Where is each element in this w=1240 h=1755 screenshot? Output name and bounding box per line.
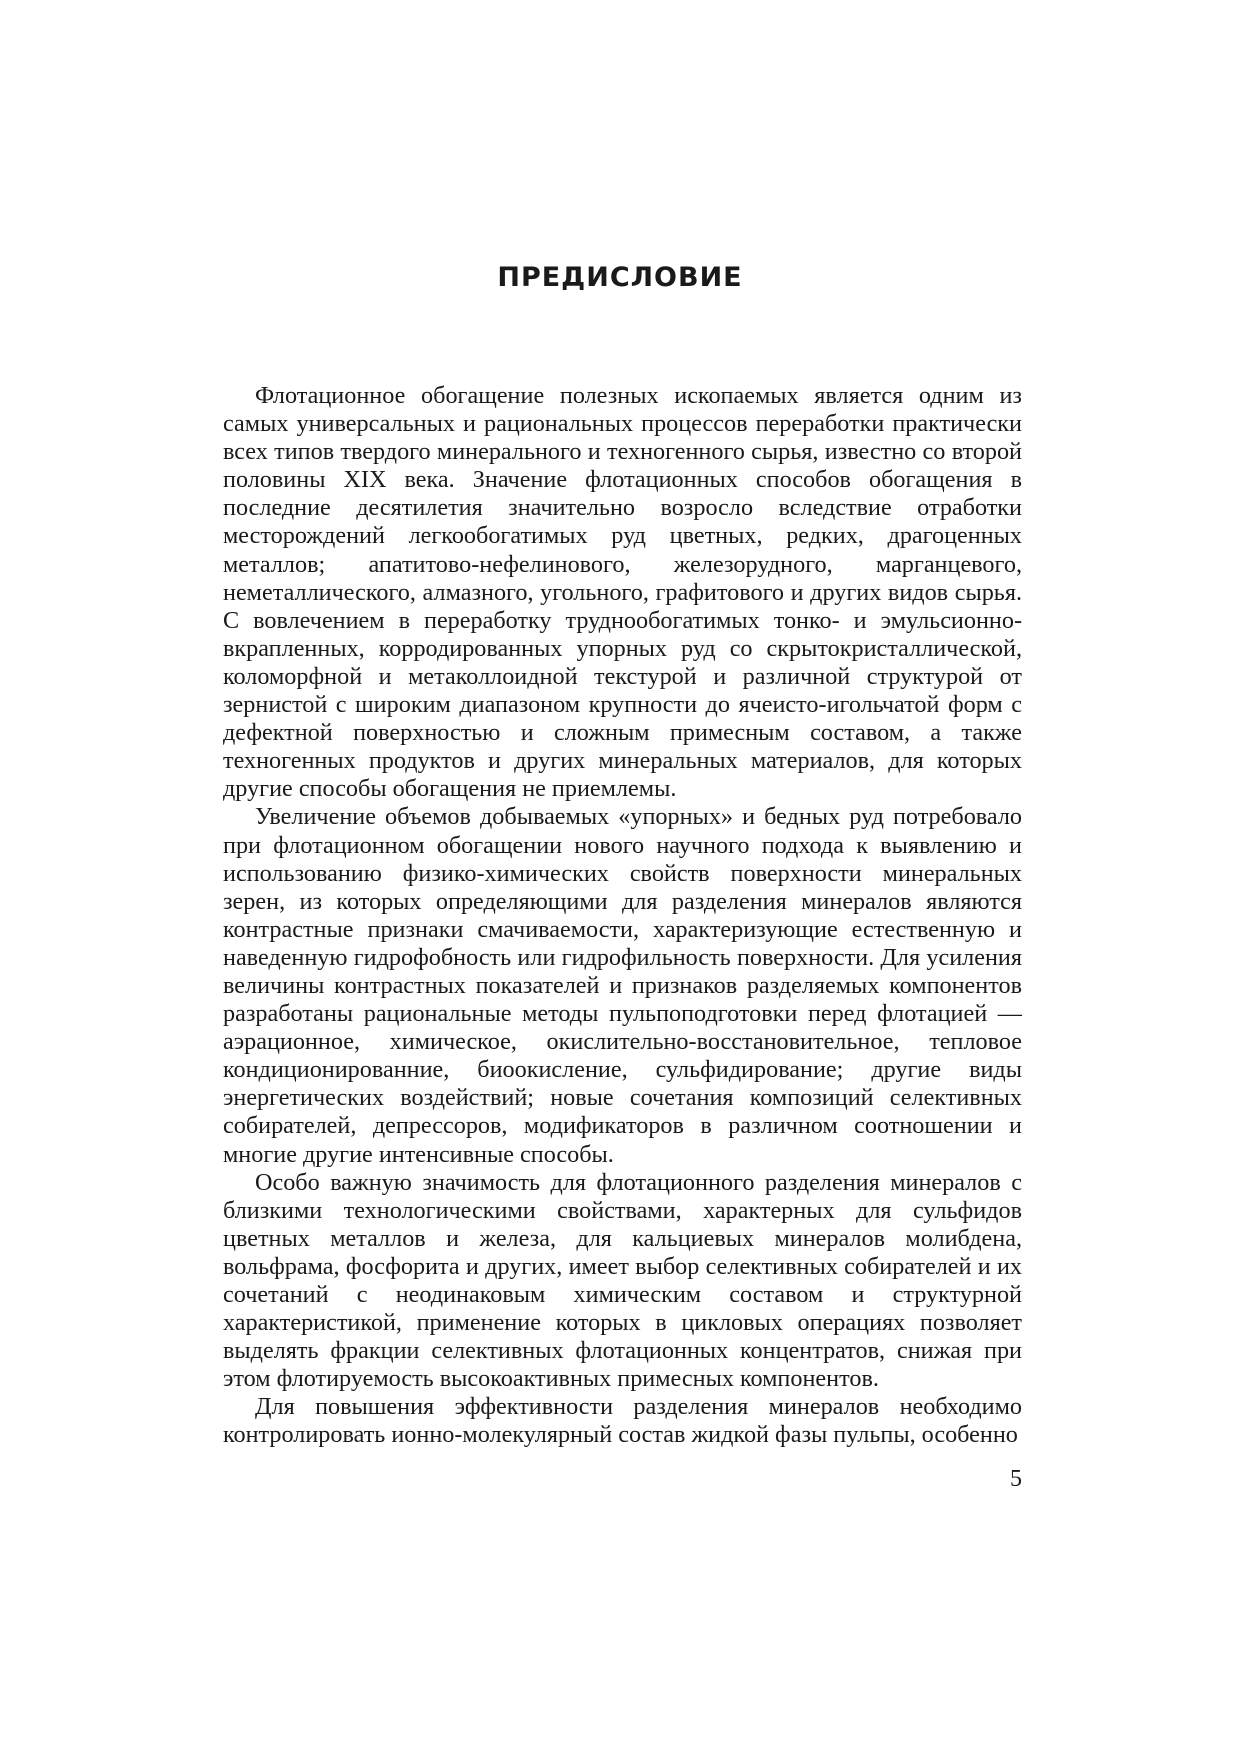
paragraph: Для повышения эффективности разделения минералов необходимо контролировать ионно-молекулярный состав жидкой фазы пульпы, особенно (223, 1393, 1022, 1449)
paragraph: Флотационное обогащение полезных ископаемых является одним из самых универсальных и рациональных процессов переработки практически всех типов твердого минерального и техногенного сырья, известно со второй половины XIX века. Значение флотационных способов обогащения в последние десятилетия значительно возросло вследствие отработки месторождений легкообогатимых руд цветных, редких, драгоценных металлов; апатитово-нефелинового, железорудного, марганцевого, неметаллического, алмазного, угольного, графитового и других видов сырья. С вовлечением в переработку труднообогатимых тонко- и эмульсионно-вкрапленных, корродированных упорных руд со скрытокристаллической, коломорфной и метаколлоидной текстурой и различной структурой от зернистой с широким диапазоном крупности до ячеисто-игольчатой форм с дефектной поверхностью и сложным примесным составом, а также техногенных продуктов и других минеральных материалов, для которых другие способы обогащения не приемлемы. (223, 382, 1022, 803)
page-title: ПРЕДИСЛОВИЕ (497, 262, 743, 293)
body-text (223, 382, 1022, 1450)
paragraph: Особо важную значимость для флотационного разделения минералов с близкими технологическими свойствами, характерных для сульфидов цветных металлов и железа, для кальциевых минералов молибдена, вольфрама, фосфорита и других, имеет выбор селективных собирателей и их сочетаний с неодинаковым химическим составом и структурной характеристикой, применение которых в цикловых операциях позволяет выделять фракции селективных флотационных концентратов, снижая при этом флотируемость высокоактивных примесных компонентов. (223, 1168, 1022, 1393)
page-number: 5 (1010, 1466, 1022, 1492)
paragraph: Увеличение объемов добываемых «упорных» и бедных руд потребовало при флотационном обогащении нового научного подхода к выявлению и использованию физико-химических свойств поверхности минеральных зерен, из которых определяющими для разделения минералов являются контрастные признаки смачиваемости, характеризующие естественную и наведенную гидрофобность или гидрофильность поверхности. Для усиления величины контрастных показателей и признаков разделяемых компонентов разработаны рациональные методы пульпоподготовки перед флотацией — аэрационное, химическое, окислительно-восстановительное, тепловое кондиционированние, биоокисление, сульфидирование; другие виды энергетических воздействий; новые сочетания композиций селективных собирателей, депрессоров, модификаторов в различном соотношении и многие другие интенсивные способы. (223, 803, 1022, 1168)
